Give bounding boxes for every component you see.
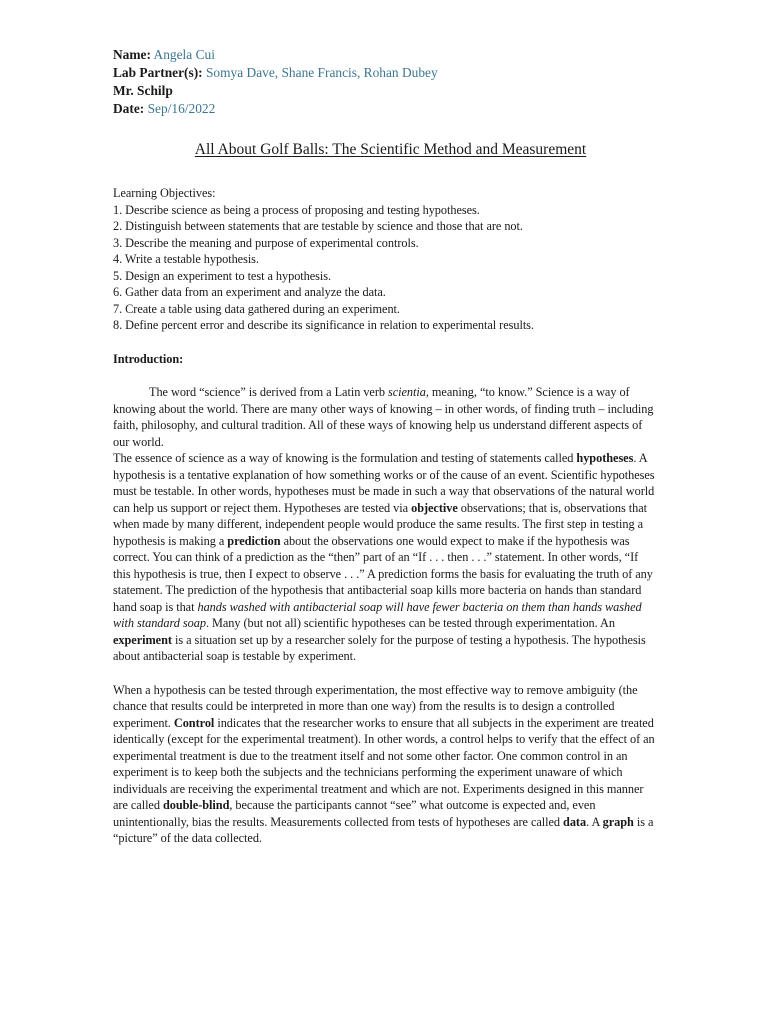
intro-paragraph-3: When a hypothesis can be tested through experimentation, the most effective way to remove ambiguity (the chance that results could be interpreted in more than one way) from the results is to design a controlled experiment. Control indicates that the researcher works to ensure that all subjects in the experiment are treated identically (except for the experimental treatment). In other words, a control helps to verify that the effect of an experimental treatment is due to the treatment itself and not some other factor. One common control in an experiment is to keep both the subjects and the technicians performing the experiment unaware of which individuals are receiving the experimental treatment and which are not. Experiments designed in this manner are called double-blind, because the participants cannot “see” what outcome is expected and, even unintentionally, bias the results. Measurements collected from tests of hypotheses are called data. A graph is a “picture” of the data collected.	[113, 682, 655, 845]
term-data: data	[563, 814, 587, 829]
partner-line	[113, 64, 656, 82]
document-title: All About Golf Balls: The Scientific Method and Measurement	[194, 141, 587, 158]
objective-item: 6. Gather data from an experiment and analyze the data.	[113, 285, 386, 299]
intro-paragraph-2: The essence of science as a way of knowing is the formulation and testing of statements called hypotheses. A hypothesis is a tentative explanation of how something works or of the cause of an event. Scientific hypotheses must be testable. In other words, hypotheses must be made in such a way that observations of the natural world can help us support or reject them. Hypotheses are tested via objective observations; that is, observations that when made by many different, independent people would produce the same results. The first step in testing a hypothesis is making a prediction about the observations one would expect to make if the hypothesis was correct. You can think of a prediction as the “then” part of an “If . . . then . . .” statement. In other words, “If this hypothesis is true, then I expect to observe . . .” A prediction forms the basis for evaluating the truth of any statement. The prediction of the hypothesis that antibacterial soap kills more bacteria on hands than standard hand soap is that hands washed with antibacterial soap will have fewer bacteria on them than hands washed with standard soap. Many (but not all) scientific hypotheses can be tested through experimentation. An experiment is a situation set up by a researcher solely for the purpose of testing a hypothesis. The hypothesis about antibacterial soap is testable by experiment.	[113, 451, 655, 663]
term-prediction: prediction	[227, 533, 281, 548]
name-line	[113, 46, 656, 64]
partner-value: Somya Dave, Shane Francis, Rohan Dubey	[205, 65, 438, 80]
teacher-name: Mr. Schilp	[113, 83, 173, 98]
term-control: Control	[173, 715, 215, 730]
objective-item: 2. Distinguish between statements that are testable by science and those that are not.	[113, 219, 523, 233]
objective-item: 1. Describe science as being a process of proposing and testing hypotheses.	[113, 202, 480, 217]
date-label: Date:	[113, 101, 145, 116]
objective-item: 8. Define percent error and describe its significance in relation to experimental results.	[113, 318, 534, 332]
name-value: Angela Cui	[153, 47, 215, 62]
term-hypotheses: hypotheses	[576, 451, 634, 465]
date-value: Sep/16/2022	[147, 101, 216, 116]
term-objective: objective	[411, 500, 458, 515]
partner-label: Lab Partner(s):	[113, 65, 203, 80]
objective-item: 3. Describe the meaning and purpose of experimental controls.	[113, 235, 419, 250]
date-line	[113, 100, 656, 118]
intro-paragraph-1: The word “science” is derived from a Latin verb scientia, meaning, “to know.” Science is a way of knowing about the world. There are many other ways of knowing – in other words, of finding truth – including faith, philosophy, and cultural tradition. All of these ways of knowing help us understand different aspects of our world.	[113, 385, 654, 449]
objective-item: 5. Design an experiment to test a hypothesis.	[113, 268, 332, 283]
teacher-line	[113, 82, 656, 100]
objectives-heading: Learning Objectives:	[113, 186, 216, 200]
header-block	[113, 46, 656, 118]
introduction-heading: Introduction:	[113, 351, 184, 366]
objectives-list	[113, 202, 656, 334]
objective-item: 4. Write a testable hypothesis.	[113, 252, 259, 266]
term-experiment: experiment	[113, 632, 172, 647]
term-graph: graph	[602, 814, 634, 829]
term-double-blind: double-blind	[162, 798, 230, 812]
name-label: Name:	[113, 47, 151, 62]
objective-item: 7. Create a table using data gathered during an experiment.	[113, 301, 400, 316]
